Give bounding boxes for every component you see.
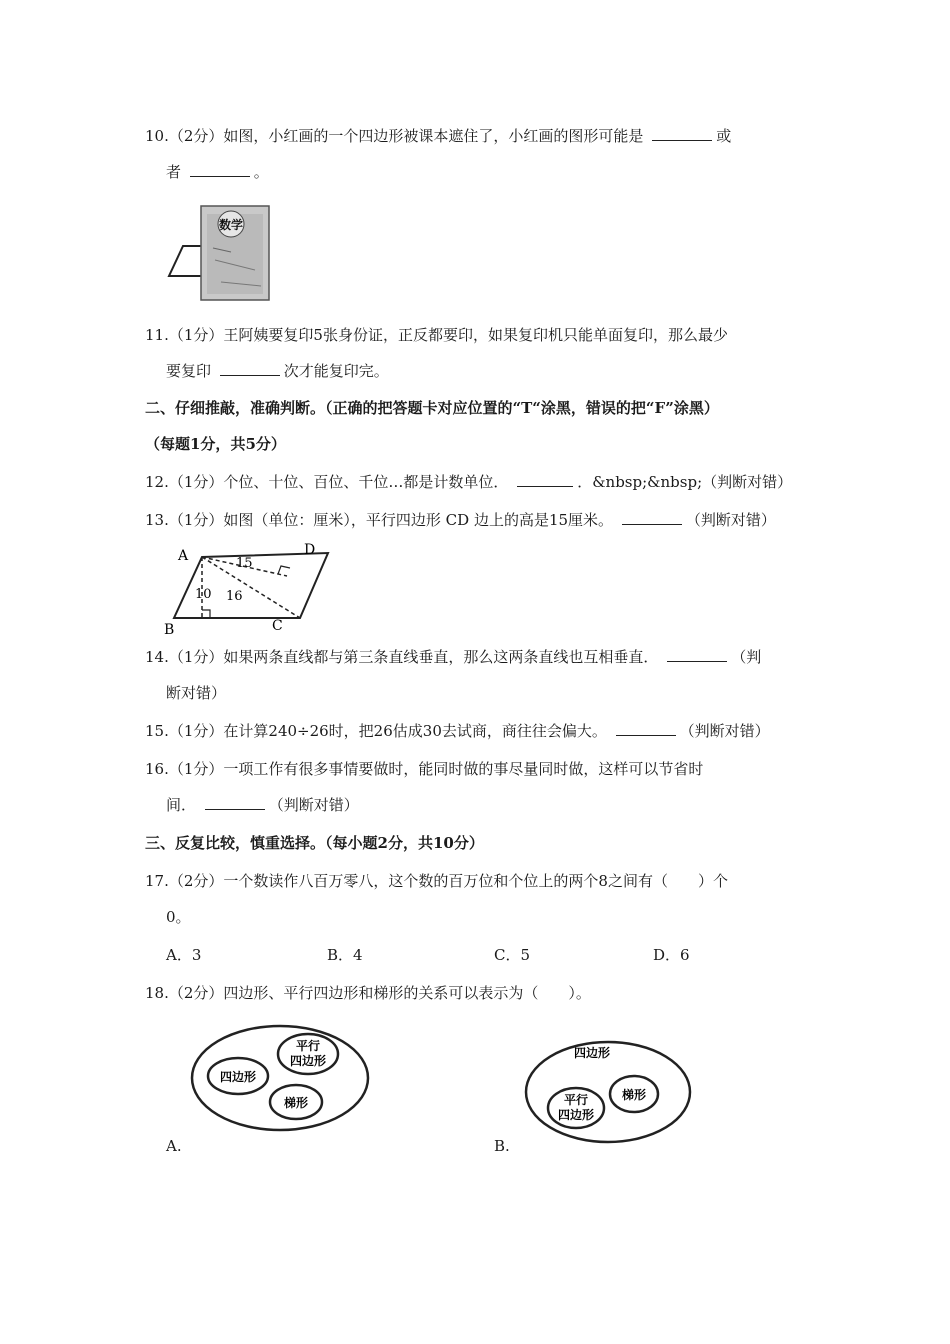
q13-label-d: D [304,542,316,558]
q18b-label-trapezoid: 梯形 [621,1088,647,1102]
section2-heading: 二、仔细推敲，准确判断。（正确的把答题卡对应位置的“T“涂黑，错误的把“F”涂黑） [145,399,719,417]
q16-line1: 16.（1分）一项工作有很多事情要做时，能同时做的事尽量同时做，这样可以节省时 [145,760,704,778]
q13-answer-blank[interactable] [622,510,682,525]
q18-option-a[interactable]: A. [166,1137,182,1155]
q10-line1: 10.（2分）如图，小红画的一个四边形被课本遮住了，小红画的图形可能是 或 [145,127,732,145]
q10-answer-blank-1[interactable] [652,126,712,141]
q18-figure-b [524,1040,694,1150]
q14-answer-blank[interactable] [667,647,727,662]
q11-line1: 11.（1分）王阿姨要复印5张身份证，正反都要印，如果复印机只能单面复印，那么最少 [145,326,728,344]
q18a-label-parallel-1: 平行 [295,1039,321,1053]
q13-right-angle-mark-base [202,610,210,618]
q13-label-16: 16 [226,589,243,604]
q18b-label-parallel-2: 四边形 [557,1108,595,1122]
q10-line2: 者 。 [166,163,269,181]
q17-option-d[interactable]: D．6 [653,946,690,964]
q10-figure-book-covering-quadrilateral [165,200,275,305]
q17-line1: 17.（2分）一个数读作八百万零八，这个数的百万位和个位上的两个8之间有（ ）个 [145,872,728,890]
section2-subheading: （每题1分，共5分） [145,435,286,453]
q16-answer-blank[interactable] [205,795,265,810]
q13-label-b: B [164,622,175,638]
q15-line: 15.（1分）在计算240÷26时，把26估成30去试商，商往往会偏大。 （判断对错） [145,722,770,740]
q18b-label-quadrilateral: 四边形 [573,1046,611,1060]
q14-line2: 断对错） [166,684,227,702]
q14-line1: 14.（1分）如果两条直线都与第三条直线垂直，那么这两条直线也互相垂直． （判 [145,648,762,666]
q17-option-b[interactable]: B．4 [327,946,363,964]
q13-figure-parallelogram [160,540,330,640]
q11-answer-blank[interactable] [220,361,280,376]
q11-line2: 要复印 次才能复印完。 [166,362,389,380]
q17-option-c[interactable]: C．5 [494,946,531,964]
section3-heading: 三、反复比较，慎重选择。（每小题2分，共10分） [145,834,484,852]
q18-option-b[interactable]: B. [494,1137,510,1155]
q13-label-10: 10 [195,587,212,602]
q18a-label-trapezoid: 梯形 [283,1096,309,1110]
q10-answer-blank-2[interactable] [190,162,250,177]
q12-answer-blank[interactable] [517,472,573,487]
q17-option-a[interactable]: A．3 [166,946,202,964]
q10-quadrilateral-visible-part [169,246,203,276]
q13-label-c: C [272,618,283,634]
q18-line: 18.（2分）四边形、平行四边形和梯形的关系可以表示为（ ）。 [145,984,591,1002]
q13-label-a: A [178,548,189,564]
q16-line2: 间． （判断对错） [166,796,359,814]
q18b-label-parallel-1: 平行 [563,1093,589,1107]
q13-line: 13.（1分）如图（单位：厘米），平行四边形 CD 边上的高是15厘米。 （判断对错） [145,511,776,529]
q13-label-15: 15 [236,556,253,571]
q13-right-angle-mark-cd [278,566,290,574]
q17-line2: 0。 [166,908,191,926]
q10-book-title: 数学 [218,218,244,232]
q18a-label-quadrilateral: 四边形 [219,1070,257,1084]
q18a-label-parallel-2: 四边形 [289,1054,327,1068]
q15-answer-blank[interactable] [616,721,676,736]
q12-line: 12.（1分）个位、十位、百位、千位…都是计数单位． ．&nbsp;&nbsp;（判断对错） [145,473,793,491]
q18-figure-a [190,1024,370,1134]
